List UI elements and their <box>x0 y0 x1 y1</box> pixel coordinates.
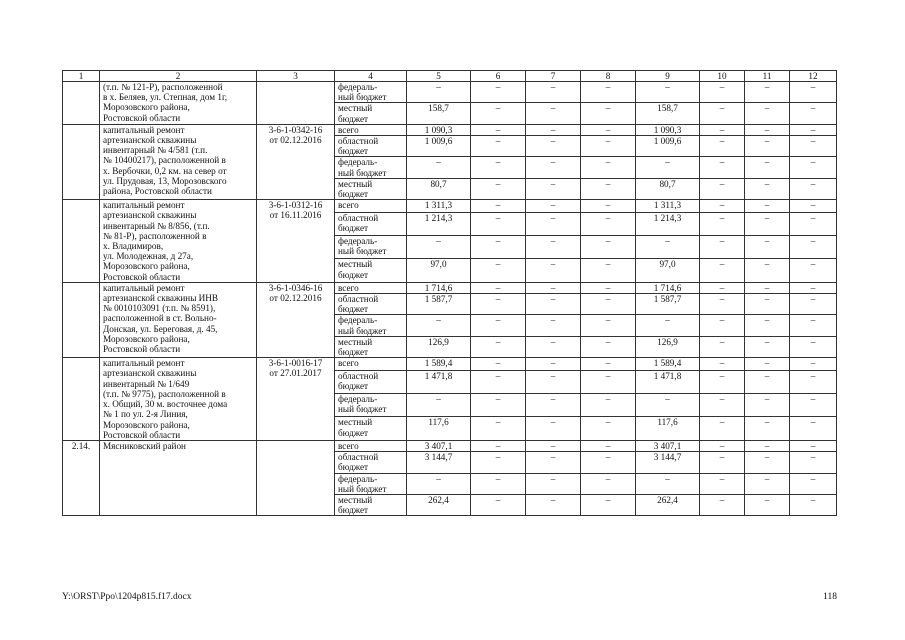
value-cell: – <box>745 473 790 494</box>
item-description: капитальный ремонт артезианской скважины ИНВ № 0010103091 (т.п. № 8591), расположенной в ст. Вольно- Донская, ул. Береговая, д. 45, Морозовского района, Ростовской области <box>100 282 257 357</box>
value-cell: – <box>700 358 745 370</box>
header-cell: 3 <box>257 71 335 82</box>
value-cell: – <box>636 315 700 336</box>
value-cell: – <box>526 440 581 451</box>
item-description: (т.п. № 121-Р), расположенной в х. Беляев, ул. Степная, дом 1г, Морозовского района, Ростовской области <box>100 82 257 125</box>
value-cell: – <box>581 178 636 199</box>
value-cell: – <box>790 82 837 103</box>
value-cell: – <box>471 393 526 416</box>
table-row <box>63 200 837 212</box>
value-cell: – <box>790 136 837 157</box>
value-cell: – <box>526 212 581 235</box>
value-cell: – <box>471 82 526 103</box>
value-cell: – <box>581 417 636 440</box>
value-cell: 262,4 <box>407 494 471 515</box>
value-cell: – <box>745 103 790 124</box>
value-cell: – <box>407 473 471 494</box>
value-cell: – <box>471 473 526 494</box>
value-cell: 1 009,6 <box>636 136 700 157</box>
value-cell: – <box>581 157 636 178</box>
value-cell: 1 009,6 <box>407 136 471 157</box>
budget-source-label: федераль- ный бюджет <box>335 82 407 103</box>
value-cell: – <box>700 103 745 124</box>
value-cell: – <box>471 315 526 336</box>
value-cell: – <box>745 212 790 235</box>
header-row <box>63 71 837 82</box>
budget-source-label: федераль- ный бюджет <box>335 393 407 416</box>
value-cell: – <box>636 393 700 416</box>
value-cell: – <box>581 440 636 451</box>
value-cell: 1 714,6 <box>636 282 700 293</box>
value-cell: – <box>790 358 837 370</box>
value-cell: – <box>471 440 526 451</box>
value-cell: 1 589,4 <box>636 358 700 370</box>
value-cell: – <box>700 82 745 103</box>
table-row <box>63 440 837 451</box>
header-cell: 7 <box>526 71 581 82</box>
value-cell: 1 714,6 <box>407 282 471 293</box>
value-cell: – <box>581 259 636 282</box>
value-cell: – <box>700 282 745 293</box>
value-cell: – <box>745 393 790 416</box>
item-description: капитальный ремонт артезианской скважины инвентарный № 4/581 (т.п. № 10400217), расположенной в х. Вербочки, 0,2 км. на север от ул. Прудовая, 13, Морозовского района, Ростовской области <box>100 124 257 199</box>
value-cell: – <box>745 452 790 473</box>
value-cell: – <box>526 452 581 473</box>
value-cell: – <box>700 473 745 494</box>
value-cell: – <box>745 200 790 212</box>
value-cell: – <box>790 282 837 293</box>
value-cell: – <box>700 393 745 416</box>
value-cell: – <box>526 82 581 103</box>
value-cell: – <box>581 336 636 357</box>
value-cell: 3 144,7 <box>636 452 700 473</box>
value-cell: – <box>700 452 745 473</box>
value-cell: – <box>526 235 581 258</box>
budget-source-label: местный бюджет <box>335 259 407 282</box>
budget-source-label: областной бюджет <box>335 212 407 235</box>
value-cell: – <box>790 259 837 282</box>
value-cell: – <box>745 124 790 135</box>
value-cell: – <box>790 294 837 315</box>
value-cell: – <box>745 259 790 282</box>
value-cell: – <box>471 417 526 440</box>
value-cell: – <box>526 358 581 370</box>
value-cell: – <box>790 440 837 451</box>
value-cell: 3 144,7 <box>407 452 471 473</box>
value-cell: – <box>526 103 581 124</box>
value-cell: – <box>700 124 745 135</box>
budget-source-label: всего <box>335 358 407 370</box>
value-cell: – <box>526 282 581 293</box>
value-cell: – <box>581 294 636 315</box>
budget-source-label: местный бюджет <box>335 103 407 124</box>
document-code: 3-6-1-0016-17 от 27.01.2017 <box>257 358 335 441</box>
value-cell: – <box>407 235 471 258</box>
budget-source-label: всего <box>335 124 407 135</box>
header-cell: 5 <box>407 71 471 82</box>
value-cell: – <box>471 136 526 157</box>
value-cell: – <box>526 124 581 135</box>
budget-source-label: областной бюджет <box>335 452 407 473</box>
value-cell: – <box>790 315 837 336</box>
value-cell: – <box>790 370 837 393</box>
value-cell: – <box>700 212 745 235</box>
value-cell: – <box>745 178 790 199</box>
budget-source-label: областной бюджет <box>335 294 407 315</box>
value-cell: – <box>745 440 790 451</box>
value-cell: – <box>526 336 581 357</box>
item-number <box>63 358 100 441</box>
value-cell: – <box>471 282 526 293</box>
document-code: 3-6-1-0346-16 от 02.12.2016 <box>257 282 335 357</box>
value-cell: – <box>700 294 745 315</box>
value-cell: 1 471,8 <box>636 370 700 393</box>
value-cell: – <box>636 235 700 258</box>
budget-source-label: федераль- ный бюджет <box>335 315 407 336</box>
value-cell: – <box>526 200 581 212</box>
value-cell: – <box>700 200 745 212</box>
budget-source-label: всего <box>335 200 407 212</box>
item-number: 2.14. <box>63 440 100 515</box>
budget-table <box>62 70 837 516</box>
document-code <box>257 82 335 125</box>
value-cell: – <box>471 235 526 258</box>
budget-source-label: федераль- ный бюджет <box>335 473 407 494</box>
value-cell: – <box>790 452 837 473</box>
value-cell: – <box>790 157 837 178</box>
value-cell: – <box>581 452 636 473</box>
value-cell: – <box>581 200 636 212</box>
value-cell: 1 214,3 <box>636 212 700 235</box>
value-cell: – <box>745 294 790 315</box>
header-cell: 9 <box>636 71 700 82</box>
item-description: капитальный ремонт артезианской скважины инвентарный № 8/856, (т.п. № 81-Р), расположенной в х. Владимиров, ул. Молодежная, д 27а, Морозовского района, Ростовской области <box>100 200 257 283</box>
value-cell: – <box>790 103 837 124</box>
table-row <box>63 124 837 135</box>
value-cell: – <box>636 82 700 103</box>
value-cell: 158,7 <box>636 103 700 124</box>
value-cell: 3 407,1 <box>636 440 700 451</box>
value-cell: – <box>407 315 471 336</box>
value-cell: – <box>745 417 790 440</box>
value-cell: – <box>581 235 636 258</box>
value-cell: – <box>790 200 837 212</box>
value-cell: – <box>471 494 526 515</box>
value-cell: – <box>700 494 745 515</box>
value-cell: – <box>526 157 581 178</box>
value-cell: 126,9 <box>407 336 471 357</box>
value-cell: – <box>581 212 636 235</box>
value-cell: 80,7 <box>636 178 700 199</box>
value-cell: – <box>526 259 581 282</box>
value-cell: 1 311,3 <box>407 200 471 212</box>
value-cell: – <box>471 157 526 178</box>
value-cell: 1 311,3 <box>636 200 700 212</box>
budget-source-label: местный бюджет <box>335 336 407 357</box>
value-cell: – <box>745 282 790 293</box>
value-cell: – <box>471 124 526 135</box>
value-cell: 1 587,7 <box>636 294 700 315</box>
value-cell: 80,7 <box>407 178 471 199</box>
header-cell: 4 <box>335 71 407 82</box>
value-cell: 158,7 <box>407 103 471 124</box>
value-cell: – <box>790 212 837 235</box>
value-cell: – <box>790 417 837 440</box>
budget-source-label: всего <box>335 440 407 451</box>
value-cell: – <box>636 157 700 178</box>
header-cell: 1 <box>63 71 100 82</box>
table-body <box>63 71 837 516</box>
value-cell: – <box>745 370 790 393</box>
value-cell: – <box>636 473 700 494</box>
header-cell: 6 <box>471 71 526 82</box>
value-cell: – <box>471 200 526 212</box>
value-cell: – <box>471 212 526 235</box>
value-cell: – <box>581 124 636 135</box>
value-cell: – <box>407 82 471 103</box>
value-cell: – <box>745 157 790 178</box>
footer-page-number: 118 <box>823 592 837 602</box>
value-cell: – <box>526 393 581 416</box>
value-cell: 1 587,7 <box>407 294 471 315</box>
value-cell: 1 471,8 <box>407 370 471 393</box>
value-cell: – <box>581 282 636 293</box>
item-description: капитальный ремонт артезианской скважины инвентарный № 1/649 (т.п. № 9775), расположенной в х. Общий, 30 м. восточнее дома № 1 по ул. 2-я Линия, Морозовского района, Ростовской области <box>100 358 257 441</box>
value-cell: – <box>790 235 837 258</box>
header-cell: 11 <box>745 71 790 82</box>
value-cell: – <box>790 494 837 515</box>
value-cell: 1 214,3 <box>407 212 471 235</box>
value-cell: – <box>526 494 581 515</box>
value-cell: – <box>581 136 636 157</box>
value-cell: 97,0 <box>636 259 700 282</box>
budget-source-label: местный бюджет <box>335 417 407 440</box>
value-cell: – <box>526 178 581 199</box>
value-cell: – <box>581 494 636 515</box>
budget-source-label: федераль- ный бюджет <box>335 235 407 258</box>
header-cell: 12 <box>790 71 837 82</box>
value-cell: – <box>700 315 745 336</box>
value-cell: – <box>745 315 790 336</box>
value-cell: 1 589,4 <box>407 358 471 370</box>
value-cell: – <box>581 473 636 494</box>
value-cell: – <box>790 178 837 199</box>
value-cell: – <box>581 315 636 336</box>
value-cell: 117,6 <box>636 417 700 440</box>
value-cell: – <box>526 473 581 494</box>
value-cell: – <box>700 417 745 440</box>
value-cell: – <box>581 103 636 124</box>
value-cell: – <box>407 157 471 178</box>
value-cell: – <box>471 336 526 357</box>
budget-source-label: местный бюджет <box>335 178 407 199</box>
value-cell: – <box>526 136 581 157</box>
header-cell: 2 <box>100 71 257 82</box>
footer-file-path: Y:\ORST\Ppo\1204p815.f17.docx <box>62 592 192 602</box>
value-cell: 1 090,3 <box>636 124 700 135</box>
value-cell: – <box>526 417 581 440</box>
value-cell: – <box>700 235 745 258</box>
value-cell: – <box>471 103 526 124</box>
value-cell: – <box>745 336 790 357</box>
value-cell: 262,4 <box>636 494 700 515</box>
value-cell: 3 407,1 <box>407 440 471 451</box>
value-cell: – <box>526 315 581 336</box>
value-cell: – <box>526 370 581 393</box>
item-number <box>63 82 100 125</box>
budget-source-label: местный бюджет <box>335 494 407 515</box>
value-cell: – <box>745 235 790 258</box>
value-cell: – <box>700 178 745 199</box>
header-cell: 10 <box>700 71 745 82</box>
value-cell: – <box>745 494 790 515</box>
budget-source-label: областной бюджет <box>335 136 407 157</box>
value-cell: – <box>471 452 526 473</box>
value-cell: – <box>471 370 526 393</box>
item-number <box>63 124 100 199</box>
document-code: 3-6-1-0312-16 от 16.11.2016 <box>257 200 335 283</box>
item-number <box>63 200 100 283</box>
value-cell: – <box>700 157 745 178</box>
table-row <box>63 358 837 370</box>
value-cell: – <box>471 294 526 315</box>
budget-source-label: областной бюджет <box>335 370 407 393</box>
value-cell: 1 090,3 <box>407 124 471 135</box>
value-cell: – <box>790 473 837 494</box>
value-cell: 117,6 <box>407 417 471 440</box>
value-cell: – <box>700 370 745 393</box>
value-cell: – <box>526 294 581 315</box>
value-cell: – <box>700 336 745 357</box>
value-cell: – <box>745 82 790 103</box>
value-cell: – <box>700 440 745 451</box>
header-cell: 8 <box>581 71 636 82</box>
budget-source-label: всего <box>335 282 407 293</box>
budget-source-label: федераль- ный бюджет <box>335 157 407 178</box>
document-code: 3-6-1-0342-16 от 02.12.2016 <box>257 124 335 199</box>
value-cell: – <box>790 124 837 135</box>
value-cell: – <box>745 358 790 370</box>
value-cell: – <box>471 259 526 282</box>
value-cell: – <box>581 393 636 416</box>
value-cell: – <box>471 178 526 199</box>
table-row <box>63 282 837 293</box>
value-cell: – <box>581 370 636 393</box>
value-cell: – <box>700 259 745 282</box>
value-cell: – <box>581 82 636 103</box>
value-cell: – <box>790 336 837 357</box>
value-cell: – <box>581 358 636 370</box>
value-cell: – <box>700 136 745 157</box>
value-cell: 126,9 <box>636 336 700 357</box>
value-cell: – <box>745 136 790 157</box>
table-row <box>63 82 837 103</box>
document-code <box>257 440 335 515</box>
value-cell: – <box>790 393 837 416</box>
item-description: Мясниковский район <box>100 440 257 515</box>
value-cell: – <box>471 358 526 370</box>
value-cell: 97,0 <box>407 259 471 282</box>
value-cell: – <box>407 393 471 416</box>
item-number <box>63 282 100 357</box>
